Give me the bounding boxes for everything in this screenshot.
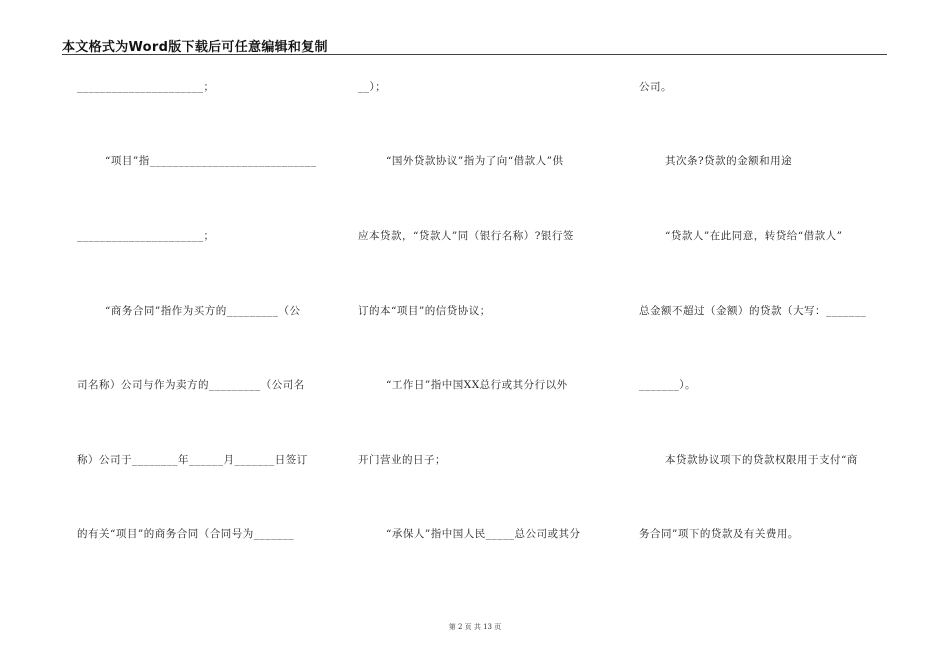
text-line: “商务合同”指作为买方的_________（公 — [105, 305, 301, 317]
text-line: ______________________； — [77, 81, 215, 93]
text-line: 订的本“项目”的信贷协议； — [358, 305, 491, 317]
page-header — [62, 36, 887, 55]
text-line: 司名称）公司与作为卖方的_________（公司名 — [77, 379, 305, 391]
text-line: 开门营业的日子； — [358, 454, 446, 466]
text-line: 的有关“项目”的商务合同（合同号为_______ — [77, 528, 294, 540]
text-line: 公司。 — [639, 81, 672, 93]
text-line: “贷款人”在此同意，转贷给“借款人” — [665, 230, 843, 242]
text-line: “承保人”指中国人民_____总公司或其分 — [386, 528, 581, 540]
text-line: __）； — [358, 81, 387, 93]
text-line: 称）公司于________年______月_______日签订 — [77, 454, 308, 466]
text-line: 应本贷款，“贷款人”同（银行名称）?银行签 — [358, 230, 574, 242]
text-line: “工作日”指中国XX总行或其分行以外 — [386, 379, 568, 391]
text-line: 务合同”项下的贷款及有关费用。 — [639, 528, 799, 540]
text-line: “国外贷款协议”指为了向“借款人”供 — [386, 155, 564, 167]
text-line: _______）。 — [639, 379, 696, 391]
text-line: “项目”指_____________________________ — [105, 155, 317, 167]
text-line: 总金额不超过（金额）的贷款（大写：_______ — [639, 305, 867, 317]
text-line: 本贷款协议项下的贷款权限用于支付“商 — [665, 454, 858, 466]
text-line: 其次条?贷款的金额和用途 — [665, 155, 793, 167]
page-number: 第 2 页 共 13 页 — [448, 623, 502, 631]
header-title: 本文格式为Word版下载后可任意编辑和复制 — [62, 40, 328, 55]
text-line: ______________________； — [77, 230, 215, 242]
